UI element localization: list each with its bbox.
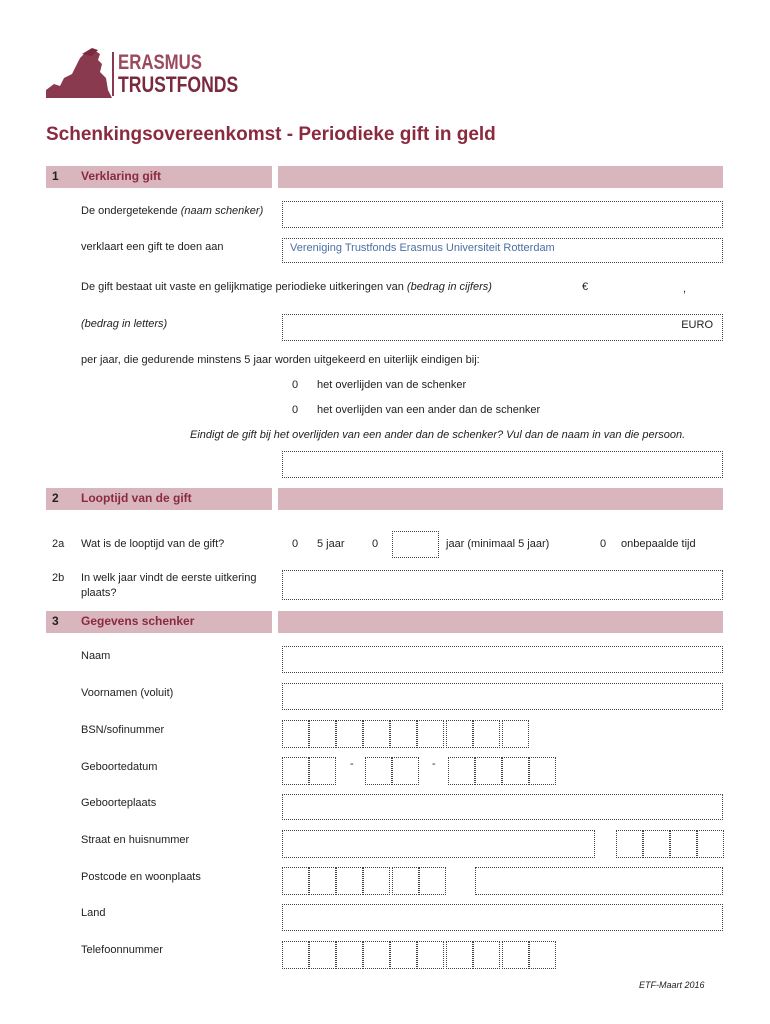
straat-label: Straat en huisnummer (81, 834, 190, 846)
naam-input[interactable] (282, 646, 723, 673)
option-indefinite-label: onbepaalde tijd (621, 538, 696, 550)
option-min-label: jaar (minimaal 5 jaar) (446, 538, 550, 550)
q2b-label-line2: plaats? (81, 587, 117, 599)
telefoon-label: Telefoonnummer (81, 944, 163, 956)
birthdate-year-digit[interactable] (529, 757, 556, 785)
bsn-digit[interactable] (336, 720, 363, 748)
telefoon-digit[interactable] (502, 941, 529, 969)
voornamen-input[interactable] (282, 683, 723, 710)
logo-text-erasmus: ERASMUS (118, 51, 203, 74)
bsn-label: BSN/sofinummer (81, 724, 165, 736)
section-1-number: 1 (52, 169, 59, 183)
currency-symbol: € (582, 281, 589, 293)
postcode-char[interactable] (363, 867, 390, 895)
huisnummer-digit[interactable] (697, 830, 724, 858)
logo-text-trustfonds: TRUSTFONDS (118, 72, 239, 97)
q2a-label: Wat is de looptijd van de gift? (81, 538, 225, 550)
woonplaats-input[interactable] (475, 867, 723, 895)
amount-comma: , (683, 283, 687, 295)
birthdate-month-digit[interactable] (392, 757, 419, 785)
undersigned-hint: (naam schenker) (180, 205, 264, 217)
birthdate-day-digit[interactable] (309, 757, 336, 785)
huisnummer-digit[interactable] (616, 830, 643, 858)
telefoon-digit[interactable] (473, 941, 500, 969)
amount-letters-input[interactable] (282, 314, 723, 341)
bsn-digit[interactable] (282, 720, 309, 748)
first-payment-year-input[interactable] (282, 570, 723, 600)
declares-label: verklaart een gift te doen aan (81, 241, 224, 253)
option-2-label: het overlijden van een ander dan de schenker (317, 404, 541, 416)
straat-input[interactable] (282, 830, 595, 858)
telefoon-digit[interactable] (390, 941, 417, 969)
land-input[interactable] (282, 904, 723, 931)
amount-hint: (bedrag in cijfers) (406, 281, 492, 293)
radio-indefinite[interactable]: 0 (600, 538, 607, 550)
geboorteplaats-label: Geboorteplaats (81, 797, 157, 809)
postcode-char[interactable] (392, 867, 419, 895)
amount-text: De gift bestaat uit vaste en gelijkmatige periodieke uitkeringen van (81, 281, 404, 293)
land-label: Land (81, 907, 106, 919)
recipient-field[interactable] (282, 238, 723, 263)
telefoon-digit[interactable] (282, 941, 309, 969)
section-2-number: 2 (52, 491, 59, 505)
huisnummer-digit[interactable] (670, 830, 697, 858)
bsn-digit[interactable] (390, 720, 417, 748)
date-separator: - (432, 758, 436, 770)
band-gap (272, 166, 278, 188)
option-1-label: het overlijden van de schenker (317, 379, 467, 391)
undersigned-text: De ondergetekende (81, 205, 178, 217)
birthdate-day-digit[interactable] (282, 757, 309, 785)
geboorteplaats-input[interactable] (282, 794, 723, 820)
section-3-number: 3 (52, 614, 59, 628)
birthdate-month-digit[interactable] (365, 757, 392, 785)
logo-divider (112, 52, 114, 96)
radio-option-2[interactable]: 0 (292, 404, 299, 416)
option-5-years-label: 5 jaar (317, 538, 345, 550)
date-separator: - (350, 758, 354, 770)
per-year-text: per jaar, die gedurende minstens 5 jaar worden uitgekeerd en uiterlijk eindigen bij: (81, 354, 480, 366)
custom-years-input[interactable] (392, 531, 439, 558)
naam-label: Naam (81, 650, 111, 662)
telefoon-digit[interactable] (529, 941, 556, 969)
euro-label: EURO (681, 319, 713, 331)
q2b-number: 2b (52, 572, 65, 584)
geboortedatum-label: Geboortedatum (81, 761, 158, 773)
radio-option-1[interactable]: 0 (292, 379, 299, 391)
postcode-char[interactable] (282, 867, 309, 895)
birthdate-year-digit[interactable] (475, 757, 502, 785)
birthdate-year-digit[interactable] (448, 757, 475, 785)
telefoon-digit[interactable] (363, 941, 390, 969)
band-gap (272, 488, 278, 510)
bsn-digit[interactable] (363, 720, 390, 748)
postcode-char[interactable] (309, 867, 336, 895)
undersigned-label (81, 205, 263, 217)
telefoon-digit[interactable] (336, 941, 363, 969)
bsn-digit[interactable] (417, 720, 444, 748)
donor-name-input[interactable] (282, 201, 723, 228)
postcode-char[interactable] (419, 867, 446, 895)
footer-code: ETF-Maart 2016 (639, 980, 705, 990)
q2b-label-line1: In welk jaar vindt de eerste uitkering (81, 572, 257, 584)
band-gap (272, 611, 278, 633)
page-title: Schenkingsovereenkomst - Periodieke gift in geld (46, 124, 496, 145)
amount-label (81, 281, 492, 293)
section-1-title: Verklaring gift (81, 169, 162, 183)
huisnummer-digit[interactable] (643, 830, 670, 858)
recipient-value: Vereniging Trustfonds Erasmus Universiteit Rotterdam (290, 242, 555, 254)
other-person-input[interactable] (282, 451, 723, 478)
section-3-title: Gegevens schenker (81, 614, 195, 628)
bsn-digit[interactable] (446, 720, 473, 748)
postcode-char[interactable] (336, 867, 363, 895)
telefoon-digit[interactable] (417, 941, 444, 969)
birthdate-year-digit[interactable] (502, 757, 529, 785)
bsn-digit[interactable] (502, 720, 529, 748)
section-2-title: Looptijd van de gift (81, 491, 192, 505)
letters-label: (bedrag in letters) (81, 318, 168, 330)
telefoon-digit[interactable] (446, 941, 473, 969)
erasmus-silhouette-icon (46, 44, 112, 98)
voornamen-label: Voornamen (voluit) (81, 687, 174, 699)
radio-custom-years[interactable]: 0 (372, 538, 379, 550)
bsn-digit[interactable] (473, 720, 500, 748)
other-person-note: Eindigt de gift bij het overlijden van een ander dan de schenker? Vul dan de naam in van die persoon. (190, 429, 686, 441)
bsn-digit[interactable] (309, 720, 336, 748)
radio-5-years[interactable]: 0 (292, 538, 299, 550)
amount-input[interactable] (592, 278, 682, 296)
telefoon-digit[interactable] (309, 941, 336, 969)
postcode-label: Postcode en woonplaats (81, 871, 201, 883)
q2a-number: 2a (52, 538, 65, 550)
